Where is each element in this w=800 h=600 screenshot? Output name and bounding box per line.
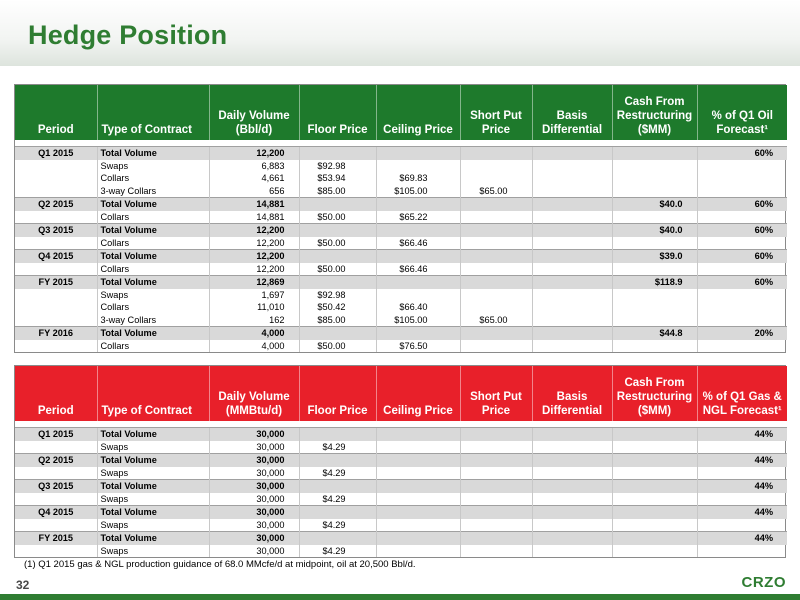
- cell-short-put: [460, 237, 532, 250]
- cell-type: Swaps: [97, 519, 209, 532]
- cell-short-put: [460, 301, 532, 314]
- cell-volume: 4,000: [209, 340, 299, 353]
- total-row: [15, 250, 787, 263]
- cell-short-put: [460, 327, 532, 340]
- total-row: [15, 147, 787, 160]
- cell-pct: 44%: [697, 454, 787, 467]
- cell-cash: [612, 263, 697, 276]
- cell-type: Collars: [97, 263, 209, 276]
- cell-type: Total Volume: [97, 327, 209, 340]
- col-cash: Cash From Restructuring ($MM): [612, 85, 697, 140]
- cell-short-put: [460, 198, 532, 211]
- oil-hedge-table: [14, 84, 786, 353]
- cell-short-put: [460, 289, 532, 302]
- cell-volume: 162: [209, 314, 299, 327]
- table-row: [15, 519, 787, 532]
- cell-type: Total Volume: [97, 454, 209, 467]
- cell-cash: [612, 532, 697, 545]
- cell-basis: [532, 250, 612, 263]
- cell-period: Q2 2015: [15, 454, 97, 467]
- oil-table-body: [15, 140, 787, 352]
- cell-ceiling: $105.00: [376, 185, 460, 198]
- total-row: [15, 198, 787, 211]
- cell-short-put: [460, 160, 532, 173]
- cell-floor: $4.29: [299, 493, 376, 506]
- cell-period: Q3 2015: [15, 224, 97, 237]
- cell-cash: [612, 211, 697, 224]
- cell-period: FY 2015: [15, 276, 97, 289]
- page-number: 32: [16, 578, 30, 592]
- cell-floor: $85.00: [299, 314, 376, 327]
- cell-type: Collars: [97, 211, 209, 224]
- cell-type: Collars: [97, 237, 209, 250]
- cell-cash: [612, 545, 697, 558]
- cell-basis: [532, 428, 612, 441]
- gas-hedge-table: [14, 365, 786, 558]
- cell-basis: [532, 454, 612, 467]
- cell-volume: 30,000: [209, 519, 299, 532]
- cell-floor: $85.00: [299, 185, 376, 198]
- cell-pct: [697, 237, 787, 250]
- cell-pct: [697, 519, 787, 532]
- col-basis: Basis Differential: [532, 85, 612, 140]
- col-period: Period: [15, 85, 97, 140]
- cell-basis: [532, 301, 612, 314]
- col-pct: % of Q1 Gas & NGL Forecast¹: [697, 366, 787, 421]
- cell-basis: [532, 289, 612, 302]
- cell-pct: 44%: [697, 428, 787, 441]
- cell-pct: 60%: [697, 276, 787, 289]
- total-row: [15, 224, 787, 237]
- cell-pct: [697, 545, 787, 558]
- table-row: [15, 467, 787, 480]
- cell-floor: [299, 506, 376, 519]
- footnote: (1) Q1 2015 gas & NGL production guidance of 68.0 MMcfe/d at midpoint, oil at 20,500 Bbl/d.: [24, 559, 416, 570]
- cell-cash: [612, 185, 697, 198]
- cell-period: [15, 172, 97, 185]
- total-row: [15, 506, 787, 519]
- cell-floor: [299, 198, 376, 211]
- cell-cash: [612, 428, 697, 441]
- cell-basis: [532, 263, 612, 276]
- cell-short-put: [460, 467, 532, 480]
- cell-volume: 4,661: [209, 172, 299, 185]
- cell-type: Swaps: [97, 160, 209, 173]
- cell-short-put: [460, 454, 532, 467]
- cell-ceiling: [376, 276, 460, 289]
- cell-ceiling: [376, 454, 460, 467]
- col-basis: Basis Differential: [532, 366, 612, 421]
- total-row: [15, 428, 787, 441]
- cell-floor: [299, 454, 376, 467]
- cell-cash: [612, 237, 697, 250]
- cell-ceiling: [376, 493, 460, 506]
- cell-pct: [697, 493, 787, 506]
- table-row: [15, 160, 787, 173]
- cell-ceiling: [376, 147, 460, 160]
- cell-type: 3-way Collars: [97, 185, 209, 198]
- cell-basis: [532, 276, 612, 289]
- cell-period: [15, 467, 97, 480]
- cell-short-put: [460, 519, 532, 532]
- cell-cash: [612, 506, 697, 519]
- cell-pct: [697, 172, 787, 185]
- cell-short-put: [460, 480, 532, 493]
- cell-volume: 12,869: [209, 276, 299, 289]
- cell-pct: [697, 467, 787, 480]
- cell-short-put: $65.00: [460, 314, 532, 327]
- cell-pct: 60%: [697, 250, 787, 263]
- cell-basis: [532, 467, 612, 480]
- table-row: [15, 263, 787, 276]
- cell-pct: [697, 185, 787, 198]
- cell-cash: $118.9: [612, 276, 697, 289]
- cell-short-put: [460, 172, 532, 185]
- cell-pct: [697, 160, 787, 173]
- cell-pct: [697, 301, 787, 314]
- cell-floor: $4.29: [299, 545, 376, 558]
- cell-basis: [532, 545, 612, 558]
- col-ceiling: Ceiling Price: [376, 366, 460, 421]
- cell-ceiling: [376, 545, 460, 558]
- cell-short-put: [460, 493, 532, 506]
- cell-ceiling: $66.46: [376, 237, 460, 250]
- col-volume: Daily Volume (Bbl/d): [209, 85, 299, 140]
- col-pct: % of Q1 Oil Forecast¹: [697, 85, 787, 140]
- cell-pct: [697, 211, 787, 224]
- cell-type: Collars: [97, 301, 209, 314]
- cell-pct: [697, 441, 787, 454]
- cell-floor: [299, 327, 376, 340]
- cell-cash: $44.8: [612, 327, 697, 340]
- cell-volume: 30,000: [209, 480, 299, 493]
- cell-short-put: [460, 276, 532, 289]
- cell-ceiling: $105.00: [376, 314, 460, 327]
- cell-floor: [299, 224, 376, 237]
- cell-floor: $50.00: [299, 340, 376, 353]
- col-volume: Daily Volume (MMBtu/d): [209, 366, 299, 421]
- cell-period: [15, 185, 97, 198]
- cell-period: [15, 519, 97, 532]
- cell-cash: $39.0: [612, 250, 697, 263]
- cell-period: [15, 545, 97, 558]
- table-row: [15, 185, 787, 198]
- col-floor: Floor Price: [299, 85, 376, 140]
- cell-type: Total Volume: [97, 198, 209, 211]
- cell-basis: [532, 493, 612, 506]
- cell-cash: $40.0: [612, 198, 697, 211]
- cell-volume: 12,200: [209, 237, 299, 250]
- cell-ceiling: [376, 250, 460, 263]
- table-row: [15, 289, 787, 302]
- cell-basis: [532, 147, 612, 160]
- cell-basis: [532, 519, 612, 532]
- cell-floor: $92.98: [299, 289, 376, 302]
- cell-ceiling: [376, 327, 460, 340]
- cell-short-put: [460, 441, 532, 454]
- cell-period: [15, 441, 97, 454]
- table-row: [15, 545, 787, 558]
- cell-volume: 14,881: [209, 211, 299, 224]
- table-row: [15, 211, 787, 224]
- cell-basis: [532, 480, 612, 493]
- cell-cash: [612, 441, 697, 454]
- cell-type: Swaps: [97, 289, 209, 302]
- cell-basis: [532, 441, 612, 454]
- cell-pct: 44%: [697, 506, 787, 519]
- col-ceiling: Ceiling Price: [376, 85, 460, 140]
- cell-period: [15, 314, 97, 327]
- cell-short-put: [460, 428, 532, 441]
- cell-floor: [299, 147, 376, 160]
- total-row: [15, 454, 787, 467]
- col-period: Period: [15, 366, 97, 421]
- cell-period: [15, 493, 97, 506]
- cell-volume: 11,010: [209, 301, 299, 314]
- cell-volume: 30,000: [209, 428, 299, 441]
- cell-basis: [532, 340, 612, 353]
- cell-period: [15, 160, 97, 173]
- cell-pct: 60%: [697, 224, 787, 237]
- cell-basis: [532, 327, 612, 340]
- cell-floor: $4.29: [299, 467, 376, 480]
- cell-floor: $92.98: [299, 160, 376, 173]
- cell-basis: [532, 185, 612, 198]
- cell-period: Q3 2015: [15, 480, 97, 493]
- cell-floor: $53.94: [299, 172, 376, 185]
- cell-type: Swaps: [97, 493, 209, 506]
- footer-bar: [0, 594, 800, 600]
- col-short-put: Short Put Price: [460, 85, 532, 140]
- total-row: [15, 532, 787, 545]
- cell-ceiling: [376, 480, 460, 493]
- table-row: [15, 441, 787, 454]
- col-type: Type of Contract: [97, 85, 209, 140]
- cell-volume: 30,000: [209, 506, 299, 519]
- cell-ceiling: [376, 160, 460, 173]
- cell-short-put: [460, 340, 532, 353]
- cell-type: Total Volume: [97, 147, 209, 160]
- gas-table-header: [15, 366, 787, 421]
- cell-floor: [299, 532, 376, 545]
- cell-short-put: [460, 263, 532, 276]
- cell-basis: [532, 211, 612, 224]
- cell-ceiling: [376, 428, 460, 441]
- cell-basis: [532, 172, 612, 185]
- cell-cash: [612, 480, 697, 493]
- cell-basis: [532, 506, 612, 519]
- cell-type: Total Volume: [97, 224, 209, 237]
- cell-volume: 30,000: [209, 454, 299, 467]
- cell-basis: [532, 532, 612, 545]
- cell-type: Total Volume: [97, 276, 209, 289]
- cell-type: Swaps: [97, 441, 209, 454]
- cell-cash: [612, 340, 697, 353]
- cell-ceiling: [376, 289, 460, 302]
- cell-type: Swaps: [97, 467, 209, 480]
- cell-floor: $50.42: [299, 301, 376, 314]
- cell-cash: [612, 493, 697, 506]
- cell-pct: [697, 263, 787, 276]
- col-type: Type of Contract: [97, 366, 209, 421]
- cell-floor: $4.29: [299, 441, 376, 454]
- col-floor: Floor Price: [299, 366, 376, 421]
- cell-cash: [612, 301, 697, 314]
- col-short-put: Short Put Price: [460, 366, 532, 421]
- cell-ceiling: $66.40: [376, 301, 460, 314]
- cell-volume: 6,883: [209, 160, 299, 173]
- cell-basis: [532, 224, 612, 237]
- oil-table-header: [15, 85, 787, 140]
- table-row: [15, 237, 787, 250]
- cell-ceiling: [376, 224, 460, 237]
- table-row: [15, 301, 787, 314]
- cell-cash: [612, 314, 697, 327]
- cell-short-put: [460, 532, 532, 545]
- total-row: [15, 480, 787, 493]
- cell-ceiling: [376, 532, 460, 545]
- cell-type: Total Volume: [97, 250, 209, 263]
- table-row: [15, 493, 787, 506]
- cell-period: Q4 2015: [15, 250, 97, 263]
- cell-pct: 44%: [697, 532, 787, 545]
- cell-floor: $50.00: [299, 211, 376, 224]
- cell-basis: [532, 160, 612, 173]
- cell-floor: [299, 480, 376, 493]
- cell-volume: 12,200: [209, 250, 299, 263]
- cell-cash: [612, 147, 697, 160]
- cell-period: [15, 289, 97, 302]
- cell-ceiling: [376, 467, 460, 480]
- cell-ceiling: $65.22: [376, 211, 460, 224]
- cell-floor: $50.00: [299, 237, 376, 250]
- cell-cash: $40.0: [612, 224, 697, 237]
- cell-floor: $4.29: [299, 519, 376, 532]
- cell-volume: 30,000: [209, 467, 299, 480]
- cell-volume: 12,200: [209, 224, 299, 237]
- cell-cash: [612, 289, 697, 302]
- cell-pct: [697, 289, 787, 302]
- cell-period: Q4 2015: [15, 506, 97, 519]
- cell-type: Swaps: [97, 545, 209, 558]
- col-cash: Cash From Restructuring ($MM): [612, 366, 697, 421]
- cell-type: Total Volume: [97, 532, 209, 545]
- table-row: [15, 340, 787, 353]
- cell-period: Q1 2015: [15, 147, 97, 160]
- cell-ceiling: $76.50: [376, 340, 460, 353]
- cell-short-put: $65.00: [460, 185, 532, 198]
- cell-floor: [299, 428, 376, 441]
- cell-period: Q1 2015: [15, 428, 97, 441]
- cell-basis: [532, 237, 612, 250]
- cell-cash: [612, 467, 697, 480]
- cell-ceiling: $69.83: [376, 172, 460, 185]
- table-row: [15, 172, 787, 185]
- cell-volume: 14,881: [209, 198, 299, 211]
- cell-basis: [532, 198, 612, 211]
- cell-floor: $50.00: [299, 263, 376, 276]
- cell-pct: 20%: [697, 327, 787, 340]
- cell-pct: 44%: [697, 480, 787, 493]
- cell-short-put: [460, 250, 532, 263]
- cell-short-put: [460, 506, 532, 519]
- cell-cash: [612, 454, 697, 467]
- cell-cash: [612, 519, 697, 532]
- cell-period: [15, 301, 97, 314]
- cell-cash: [612, 160, 697, 173]
- cell-period: [15, 237, 97, 250]
- cell-period: [15, 263, 97, 276]
- page-title: Hedge Position: [28, 20, 228, 50]
- cell-volume: 1,697: [209, 289, 299, 302]
- cell-short-put: [460, 147, 532, 160]
- cell-type: Total Volume: [97, 480, 209, 493]
- cell-type: Total Volume: [97, 428, 209, 441]
- cell-volume: 12,200: [209, 263, 299, 276]
- cell-floor: [299, 276, 376, 289]
- cell-short-put: [460, 211, 532, 224]
- cell-volume: 30,000: [209, 545, 299, 558]
- cell-type: Collars: [97, 172, 209, 185]
- cell-type: 3-way Collars: [97, 314, 209, 327]
- table-row: [15, 314, 787, 327]
- company-logo: CRZO: [741, 574, 786, 591]
- cell-pct: 60%: [697, 147, 787, 160]
- cell-type: Collars: [97, 340, 209, 353]
- cell-volume: 30,000: [209, 493, 299, 506]
- cell-ceiling: [376, 519, 460, 532]
- cell-volume: 12,200: [209, 147, 299, 160]
- cell-floor: [299, 250, 376, 263]
- total-row: [15, 327, 787, 340]
- cell-ceiling: [376, 441, 460, 454]
- cell-short-put: [460, 224, 532, 237]
- cell-volume: 656: [209, 185, 299, 198]
- cell-pct: [697, 314, 787, 327]
- gas-table-body: [15, 421, 787, 557]
- cell-cash: [612, 172, 697, 185]
- cell-volume: 30,000: [209, 532, 299, 545]
- cell-ceiling: $66.46: [376, 263, 460, 276]
- cell-volume: 4,000: [209, 327, 299, 340]
- cell-ceiling: [376, 506, 460, 519]
- cell-period: Q2 2015: [15, 198, 97, 211]
- cell-volume: 30,000: [209, 441, 299, 454]
- cell-pct: [697, 340, 787, 353]
- cell-period: [15, 211, 97, 224]
- total-row: [15, 276, 787, 289]
- cell-ceiling: [376, 198, 460, 211]
- cell-basis: [532, 314, 612, 327]
- cell-period: [15, 340, 97, 353]
- cell-period: FY 2016: [15, 327, 97, 340]
- cell-type: Total Volume: [97, 506, 209, 519]
- cell-short-put: [460, 545, 532, 558]
- cell-period: FY 2015: [15, 532, 97, 545]
- cell-pct: 60%: [697, 198, 787, 211]
